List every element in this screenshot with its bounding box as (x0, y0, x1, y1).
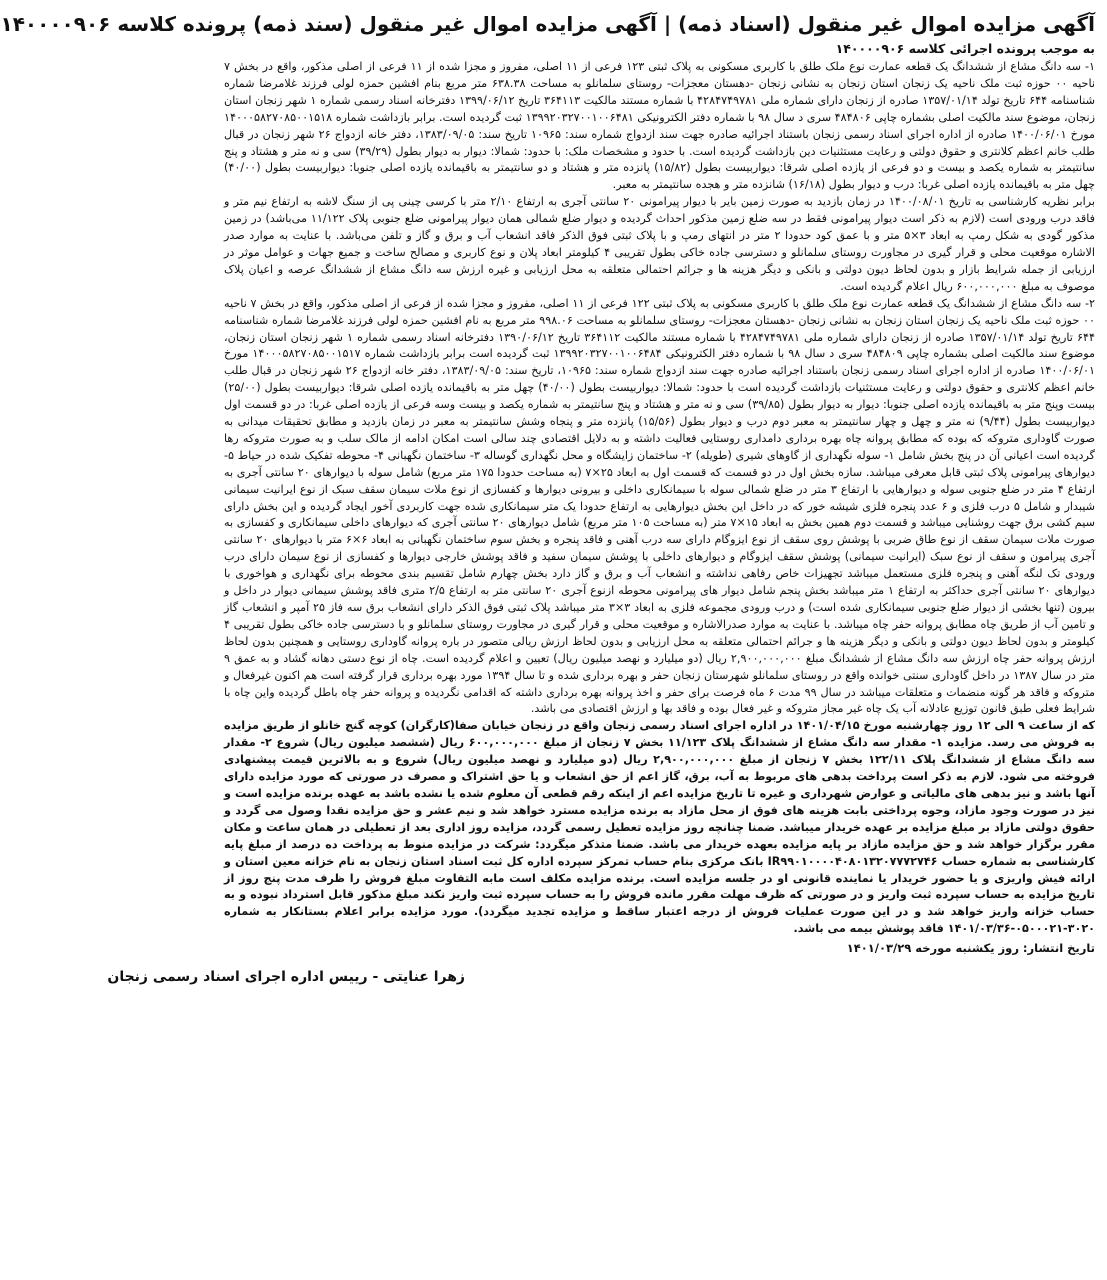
case-number-line: به موجب پرونده اجرائی کلاسه ۱۴۰۰۰۰۹۰۶ (835, 41, 1095, 56)
publish-date: تاریخ انتشار: روز یکشنبه مورخه ۱۴۰۱/۰۳/۲۹ (846, 941, 1095, 956)
item-2-paragraph: ۲- سه دانگ مشاع از ششدانگ یک قطعه عمارت نوع ملک طلق با کاربری مسکونی به پلاک ثبتی ۱۲۲ فرعی از ۱۱ اصلی، مفروز و مجزا شده از فرعی از اصلی مذکور، واقع در بخش ۷ ناحیه ۰۰ حوزه ثبت ملک ناحیه یک زنجان استان زنجان به نشانی زنجان -دهستان معجزات- روستای سلمانلو به مساحت ۹۹۸.۰۶ متر مربع به نام افشین حمزه لولی فرزند غلامرضا شماره شناسنامه ۶۴۴ تاریخ تولد ۱۳۵۷/۰۱/۱۴ صادره از زنجان دارای شماره ملی ۴۲۸۴۷۴۹۷۸۱ با شماره مستند مالکیت ۳۶۴۱۱۲ تاریخ ۱۳۹۰/۰۶/۱۲ دفترخانه اسناد رسمی شماره ۱ شهر زنجان استان زنجان، موضوع سند مالکیت اصلی بشماره چاپی ۴۸۴۸۰۹ سری د سال ۹۸ با شماره دفتر الکترونیکی ۱۳۹۹۲۰۳۲۷۰۰۱۰۰۶۴۸۴ ثبت گردیده است برابر بازداشت شماره ۱۴۰۰۰۵۸۲۷۰۸۵۰۰۱۵۱۷ مورخ ۱۴۰۰/۰۶/۰۱ صادره از اداره اجرای اسناد رسمی زنجان باستناد اجرائیه صادره جهت سند ازدواج شماره سند: ۱۰۹۶۵، تاریخ سند: ۱۳۸۳/۰۹/۰۵، دفتر خانه ازدواج ۲۶ شهر زنجان در قبال طلب خانم اعظم کلانتری و حقوق دولتی و رعایت مستثنیات بازداشت گردیده است با حدود: شمالا: دیواربیست بطول (۴۰/۰۰) چهل متر به باقیمانده یازده اصلی شرقا: دیواربیست بطول (۲۵/۰۰) بیست وپنج متر به باقیمانده یازده اصلی جنوبا: دیوار به دیوار بطول (۳۹/۸۵) سی و نه متر و هشتاد و پنج سانتیمتر به شماره یکصد و بیست وسه فرعی از یازده اصلی غربا: در دو قسمت اول دیواربیست بطول (۹/۴۴) نه متر و چهل و چهار سانتیمتر به معبر دوم درب و دیوار بطول (۱۵/۵۶) پانزده متر و پنجاه وشش سانتیمتر به معبر در زمان بازدید و مطابق تحقیقات میدانی به صورت گاوداری متروکه که بوده که مطابق پروانه چاه بهره برداری دامداری روستایی فعالیت داشته و به دلایل اقتصادی چند سالی است امکان ادامه از مالک سلب و به صورت متروکه رها گردیده است اعیانی آن در پنج بخش شامل ۱- سوله نگهداری از گاوهای شیری (طویله) ۲- ساختمان زایشگاه و محل نگهداری گوساله ۳- ساختمان نگهبانی ۴- محوطه تفکیک شده در حیاط ۵- دیوارهای پیرامونی پلاک ثبتی قابل معرفی میباشد. سازه بخش اول در دو قسمت که قسمت اول به ابعاد ۲۵×۷ (به مساحت حدودا ۱۷۵ متر مربع) شامل سوله با دیوارهای ۲۰ سانتی آجری به ارتفاع ۴ متر در ضلع جنوبی سوله و دیوارهایی با ارتفاع ۳ متر در ضلع شمالی سوله با سیمانکاری داخلی و بیرونی دیوارها و کفسازی از نوع ملات سیمان سقف سبک از نوع ایرانیت سیمانی شیبدار و شامل ۵ درب فلزی و ۶ عدد پنجره فلزی شیشه خور که در داخل این بخش دیوارهایی به ارتفاع حدودا یک متر سیمانکاری شده جهت کاربردی آخور ایجاد گردیده و این بخش دارای سیم کشی برق جهت روشنایی میباشد و قسمت دوم همین بخش به ابعاد ۱۵×۷ متر (به مساحت ۱۰۵ متر مربع) شامل دیوارهای ۲۰ سانتی آجری که دیوارهای داخلی سیمانکاری و کفسازی به صورت ملات سیمان سقف از نوع طاق ضربی با پوشش روی سقف از نوع ایزوگام دارای سه درب آهنی و فاقد پنجره و بخش سوم ساختمان نگهبانی به ابعاد ۶×۶ متر با دیوارهای ۲۰ سانتی آجری پیرامون و سقف از نوع سبک (ایرانیت سیمانی) پوشش سقف ایزوگام و دیوارهای داخلی با پوشش سیمان سفید و فاقد پوشش خارجی دیوارها و کفسازی از نوع سیمان دارای درب ورودی تک لنگه آهنی و پنجره فلزی مستعمل میباشد تجهیزات خاص رفاهی نداشته و انشعاب آب و برق و گاز دارد بخش چهارم شامل تقسیم بندی محوطه برای نگهداری و هواخوری با دیوارهای ۲۰ سانتی آجری حداکثر به ارتفاع ۱ متر میباشد بخش پنجم شامل دیوار های پیرامونی محوطه ازنوع آجری ۲۰ سانتی متر به ارتفاع ۲/۵ متری فاقد پوشش سیمانی دیوار در داخل و بیرون (تنها بخشی از دیوار ضلع جنوبی سیمانکاری شده است) و درب ورودی مجموعه فلزی به ابعاد ۳×۳ متر میباشد پلاک ثبتی فوق الذکر دارای انشعاب برق سه فاز ۲۵ آمپر و انشعاب گاز و تامین آب از طریق چاه مطابق پروانه حفر چاه میباشد. با عنایت به موارد صدرالاشاره و موقعیت محلی و قرار گیری در مجاورت روستای سلمانلو و با دسترسی جاده خاکی بطول تقریبی ۴ کیلومتر و بدون لحاظ دیون دولتی و بانکی و دیگر هزینه ها و جرائم احتمالی متعلقه به محل ارزیابی و بدون لحاظ ارزش ریالی متصور در باره پروانه گاوداری روستایی و همچنین بدون لحاظ ارزش پروانه حفر چاه ارزش سه دانگ مشاع از ششدانگ مبلغ ۲,۹۰۰,۰۰۰,۰۰۰ ریال (دو میلیارد و نهصد میلیون ریال) تعیین و اعلام گردیده است. چاه از نوع دستی دهانه گشاد و به عمق ۹ متر در سال ۱۳۸۷ در داخل گاوداری سنتی خوانده واقع در روستای سلمانلو شهرستان زنجان حفر و بهره برداری شده و تا سال ۱۳۹۴ مورد بهره برداری قرار گرفته است هم اکنون غیرفعال و متروکه و فاقد هر گونه منضمات و متعلقات میباشد در سال ۹۹ مدت ۶ ماه فرصت برای حفر و اخذ پروانه بهره برداری داشته که اقدامی نگردیده و پروانه حفر چاه باطل گردیده واین چاه با شرایط فعلی طبق قانون توزیع عادلانه آب یک چاه غیر مجاز متروکه و غیر فعال بوده و فاقد بها و ارزش اقتصادی می باشد. (224, 296, 1096, 716)
appraisal-1-paragraph: برابر نظریه کارشناسی به تاریخ ۱۴۰۰/۰۸/۰۱ در زمان بازدید به صورت زمین بایر با دیوار پیرامونی ۲۰ سانتی آجری به ارتفاع ۲/۱۰ متر با کرسی چینی پی از سنگ لاشه به ارتفاع نیم متر و فاقد درب ورودی است (لازم به ذکر است دیوار پیرامونی فقط در سه ضلع زمین مذکور احداث گردیده و دیوار ضلع شمالی همان دیوار پیرامونی ضلع جنوبی پلاک ۱۱/۱۲۲ می‌باشد) در زمین مذکور گودی به شکل رمپ به ابعاد ۳×۵ متر و با عمق کود حدودا ۲ متر در انتهای رمپ و با پلاک ثبتی فوق الذکر فاقد انشعاب آب و برق و گاز و تلفن می‌باشد. با عنایت به موارد صدر الاشاره موقعیت محلی و قرار گیری در مجاورت روستای سلمانلو و دسترسی جاده خاکی بطول تقریبی ۴ کیلومتر ابعاد پلان و نوع کاربری و مصالح ساخت و جمیع جهات و عوامل موثر در ارزیابی از جمله شرایط بازار و بدون لحاظ دیون دولتی و بانکی و دیگر هزینه ها و جرائم احتمالی متعلقه به محل ارزیابی و غیره ارزش سه دانگ مشاع از ششدانگ عرصه و اعیان پلاک موصوف به مبلغ ۶۰۰,۰۰۰,۰۰۰ ریال اعلام گردیده است. (224, 195, 1096, 293)
signature-line: زهرا عنایتی - رییس اداره اجرای اسناد رسمی زنجان (107, 969, 465, 986)
notice-title: آگهی مزایده اموال غیر منقول (اسناد ذمه) | آگهی مزایده اموال غیر منقول (سند ذمه) پرونده کلاسه ۱۴۰۰۰۰۹۰۶ (0, 12, 1095, 36)
auction-terms-paragraph: که از ساعت ۹ الی ۱۲ روز چهارشنبه مورخ ۱۴۰۱/۰۴/۱۵ در اداره اجرای اسناد رسمی زنجان واقع در زنجان خیابان صفا(کارگران) کوچه گنج خانلو از طریق مزایده به فروش می رسد. مزایده ۱- مقدار سه دانگ مشاع از ششدانگ پلاک ۱۱/۱۲۳ بخش ۷ زنجان از مبلغ ۶۰۰,۰۰۰,۰۰۰ ریال (ششصد میلیون ریال) شروع ۲- مقدار سه دانگ مشاع از ششدانگ پلاک ۱۲۲/۱۱ بخش ۷ زنجان از مبلغ ۲,۹۰۰,۰۰۰,۰۰۰ ریال (دو میلیارد و نهصد میلیون ریال) شروع و به بالاترین قیمت پیشنهادی فروخته می شود. لازم به ذکر است پرداخت بدهی های مربوط به آب، برق، گاز اعم از حق انشعاب و یا حق اشتراک و مصرف در صورتی که مورد مزایده دارای آنها باشد و نیز بدهی های مالیاتی و عوارض شهرداری و غیره تا تاریخ مزایده اعم از اینکه رقم قطعی آن معلوم شده یا نشده باشد به عهده برنده مزایده است و نیز در صورت وجود مازاد، وجوه پرداختی بابت هزینه های فوق از محل مازاد به برنده مزایده مسترد خواهد شد و نیم عشر و حق مزایده نقدا وصول می گردد و حقوق دولتی مازاد بر مبلغ مزایده بر عهده خریدار میباشد. ضمنا چنانچه روز مزایده تعطیل رسمی گردد، مزایده روز اداری بعد از تعطیلی در همان ساعت و مکان مقرر برگزار خواهد شد و حق مزایده مازاد بر پایه مزایده بعهده خریدار می باشد. ضمنا متذکر میگردد: شرکت در مزایده منوط به پرداخت ده درصد از مبلغ پایه کارشناسی به شماره حساب IR۹۹۰۱۰۰۰۰۴۰۸۰۱۳۲۰۷۷۷۲۷۴۶ بانک مرکزی بنام حساب تمرکز سپرده اداره کل ثبت اسناد استان زنجان به نام خزانه معین استان و ارائه فیش واریزی و یا حضور خریدار یا نماینده قانونی او در جلسه مزایده است. برنده مزایده مکلف است مابه التفاوت مبلغ فروش را ظرف مدت پنج روز از تاریخ مزایده به حساب سپرده ثبت واریز و در صورتی که ظرف مهلت مقرر مانده فروش را به حساب سپرده ثبت واریز نکند مبلغ مذکور قابل استرداد نبوده و به حساب خزانه واریز خواهد شد و در این صورت عملیات فروش از درجه اعتبار ساقط و مزایده تجدید میگردد). مورد مزایده برابر اعلام بستانکار به شماره ۳۰۲۰-۰۵۰۰۰۲۱-۱۴۰۱/۰۳/۳۶ فاقد پوشش بیمه می باشد. (224, 719, 1095, 936)
item-1-paragraph: ۱- سه دانگ مشاع از ششدانگ یک قطعه عمارت نوع ملک طلق با کاربری مسکونی به پلاک ثبتی ۱۲۳ فرعی از ۱۱ اصلی، مفروز و مجزا شده از ۱۱ فرعی از اصلی مذکور، واقع در بخش ۷ ناحیه ۰۰ حوزه ثبت ملک ناحیه یک زنجان استان زنجان به نشانی زنجان -دهستان معجزات- روستای سلمانلو به مساحت ۶۳۸.۳۸ متر مربع بنام افشین حمزه لولی فرزند غلامرضا شماره شناسنامه ۶۴۴ تاریخ تولد ۱۳۵۷/۰۱/۱۴ صادره از زنجان دارای شماره ملی ۴۲۸۴۷۴۹۷۸۱ با شماره مستند مالکیت ۳۶۴۱۱۳ تاریخ ۱۳۹۹/۰۶/۱۲ دفترخانه اسناد رسمی شماره ۱ شهر زنجان استان زنجان، موضوع سند مالکیت اصلی بشماره چاپی ۴۸۴۸۰۶ سری د سال ۹۸ با شماره دفتر الکترونیکی ۱۳۹۹۲۰۳۲۷۰۰۱۰۰۶۴۸۱ ثبت گردیده است. برابر بازداشت شماره ۱۴۰۰۰۵۸۲۷۰۸۵۰۰۱۵۱۸ مورخ ۱۴۰۰/۰۶/۰۱ صادره از اداره اجرای اسناد رسمی زنجان باستناد اجرائیه صادره جهت سند ازدواج شماره سند: ۱۰۹۶۵ تاریخ سند: ۱۳۸۳/۰۹/۰۵، دفتر خانه ازدواج ۲۶ شهر زنجان در قبال طلب خانم اعظم کلانتری و حقوق دولتی و رعایت مستثنیات دین بازداشت گردیده است. با حدود و مشخصات ملک: با حدود: شمالا: دیوار به دیوار بطول (۳۹/۲۹) سی و نه متر و هشتاد و پنج سانتیمتر به شماره یکصد و بیست و دو فرعی از یازده اصلی شرقا: دیواربیست بطول (۱۵/۸۲) پانزده متر و هشتاد و دو سانتیمتر به باقیمانده یازده اصلی جنوبا: دیواربیست بطول (۴۰/۰۰) چهل متر به باقیمانده یازده اصلی غربا: درب و دیوار بطول (۱۶/۱۸) شانزده متر و هجده سانتیمتر به معبر. (224, 60, 1096, 192)
